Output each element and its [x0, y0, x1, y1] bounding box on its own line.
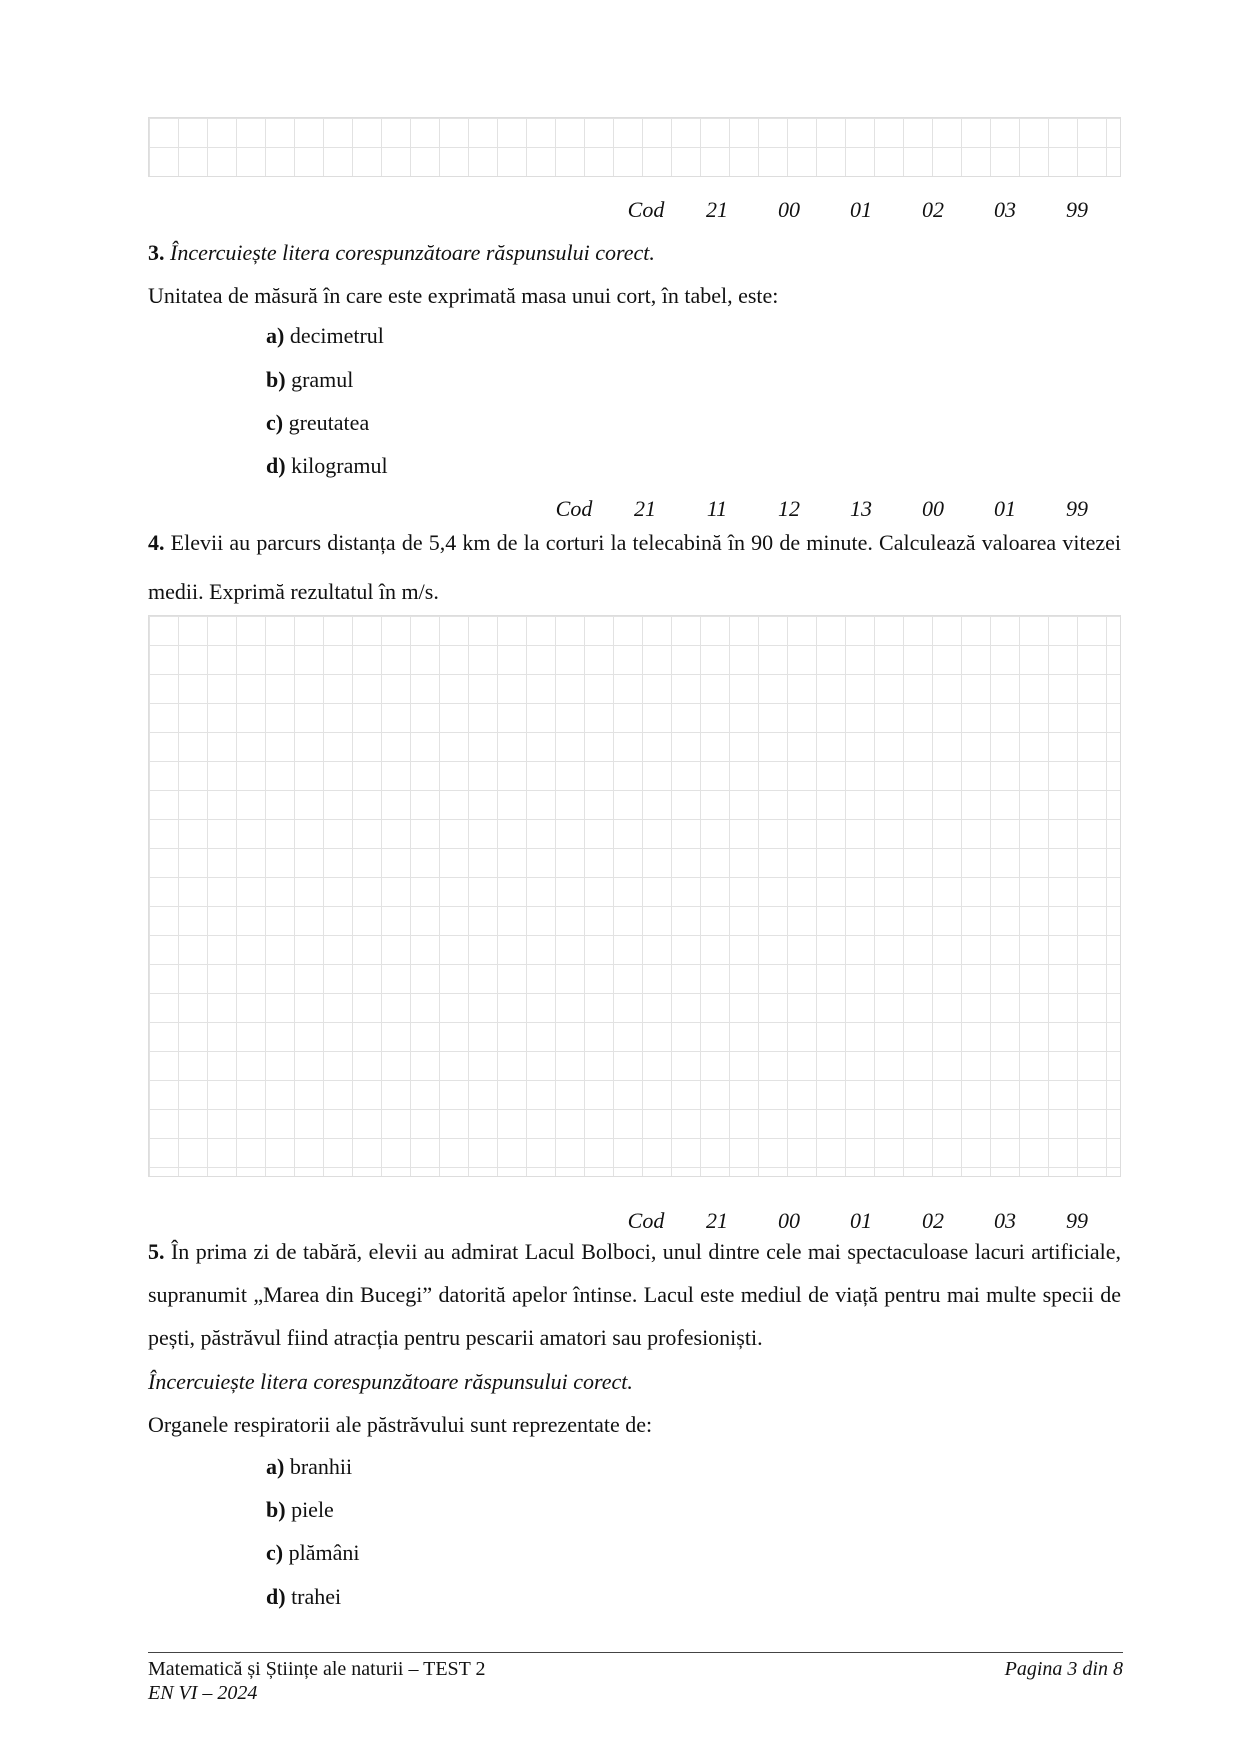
cod-value[interactable]: 99: [1066, 1208, 1088, 1233]
text: În prima zi de tabără, elevii au admirat Lacul Bolboci, unul dintre cele mai spectaculoase lacuri artificiale, supranumit „Marea din Bucegi” datorită apelor întinse. Lacul este mediul de viață pentru mai multe specii de pești, păstrăvul fiind atracția pentru pescarii amatori sau profesioniști.: [148, 1239, 1121, 1350]
option-letter: d): [266, 1584, 286, 1609]
cod-value[interactable]: 99: [1066, 496, 1088, 521]
cod-value[interactable]: 01: [850, 1208, 872, 1233]
text: de la corturi la telecabină în: [496, 530, 745, 555]
q3-option-d[interactable]: [266, 453, 388, 479]
footer-divider: [148, 1652, 1123, 1653]
q4-text: [148, 518, 1121, 616]
cod-value[interactable]: 00: [778, 197, 800, 222]
q3-option-a[interactable]: [266, 323, 384, 349]
distance-value: 5,4 km: [428, 530, 491, 555]
option-letter: a): [266, 323, 285, 348]
q3-instruction: [148, 231, 1121, 275]
cod-value[interactable]: 01: [994, 496, 1016, 521]
answer-grid-q2[interactable]: [148, 117, 1121, 177]
q3-option-c[interactable]: [266, 410, 369, 436]
instruction: Încercuiește litera corespunzătoare răspunsului corect.: [170, 240, 655, 265]
cod-value[interactable]: 11: [706, 496, 728, 521]
cod-value[interactable]: 03: [994, 197, 1016, 222]
option-letter: c): [266, 410, 284, 435]
q5-option-a[interactable]: [266, 1454, 352, 1480]
q3-question: Unitatea de măsură în care este exprimată masa unui cort, în tabel, este:: [148, 283, 779, 308]
q5-text: [148, 1230, 1121, 1359]
cod-value[interactable]: 99: [1066, 197, 1088, 222]
footer-subject: Matematică și Științe ale naturii – TEST 2: [148, 1658, 486, 1680]
cod-label: Cod: [555, 496, 593, 521]
cod-value[interactable]: 00: [778, 1208, 800, 1233]
page-number: Pagina 3 din 8: [1004, 1658, 1123, 1680]
cod-value[interactable]: 21: [706, 1208, 728, 1233]
option-text: plămâni: [288, 1540, 360, 1565]
cod-value[interactable]: 21: [706, 197, 728, 222]
q5-instruction: Încercuiește litera corespunzătoare răspunsului corect.: [148, 1369, 633, 1394]
answer-grid-q4[interactable]: [148, 615, 1121, 1177]
option-text: gramul: [291, 367, 354, 392]
question-number: 5.: [148, 1239, 165, 1264]
option-text: branhii: [289, 1454, 353, 1479]
option-text: kilogramul: [291, 453, 388, 478]
q5-question: Organele respiratorii ale păstrăvului sunt reprezentate de:: [148, 1412, 653, 1437]
cod-value[interactable]: 12: [778, 496, 800, 521]
option-text: trahei: [291, 1584, 342, 1609]
cod-value[interactable]: 01: [850, 197, 872, 222]
option-letter: a): [266, 1454, 285, 1479]
cod-value[interactable]: 13: [850, 496, 872, 521]
option-text: piele: [291, 1497, 334, 1522]
cod-row-q2: [611, 197, 1113, 223]
text: Elevii au parcurs distanța de: [170, 530, 423, 555]
text: de minute. Calculează valoarea vitezei medii. Exprimă rezultatul în m/s.: [148, 530, 1121, 604]
option-letter: b): [266, 1497, 286, 1522]
option-letter: d): [266, 453, 286, 478]
q3-option-b[interactable]: [266, 367, 353, 393]
cod-value[interactable]: 02: [922, 197, 944, 222]
time-value: 90: [751, 530, 774, 555]
option-letter: b): [266, 367, 286, 392]
cod-label: Cod: [627, 1208, 665, 1233]
option-text: greutatea: [288, 410, 370, 435]
footer-exam: EN VI – 2024: [148, 1682, 258, 1704]
cod-value[interactable]: 02: [922, 1208, 944, 1233]
question-number: 3.: [148, 240, 165, 265]
cod-value[interactable]: 00: [922, 496, 944, 521]
q5-option-c[interactable]: [266, 1540, 359, 1566]
option-letter: c): [266, 1540, 284, 1565]
option-text: decimetrul: [289, 323, 384, 348]
q5-option-d[interactable]: [266, 1584, 341, 1610]
cod-value[interactable]: 21: [634, 496, 656, 521]
q5-option-b[interactable]: [266, 1497, 334, 1523]
cod-label: Cod: [627, 197, 665, 222]
question-number: 4.: [148, 530, 165, 555]
cod-value[interactable]: 03: [994, 1208, 1016, 1233]
